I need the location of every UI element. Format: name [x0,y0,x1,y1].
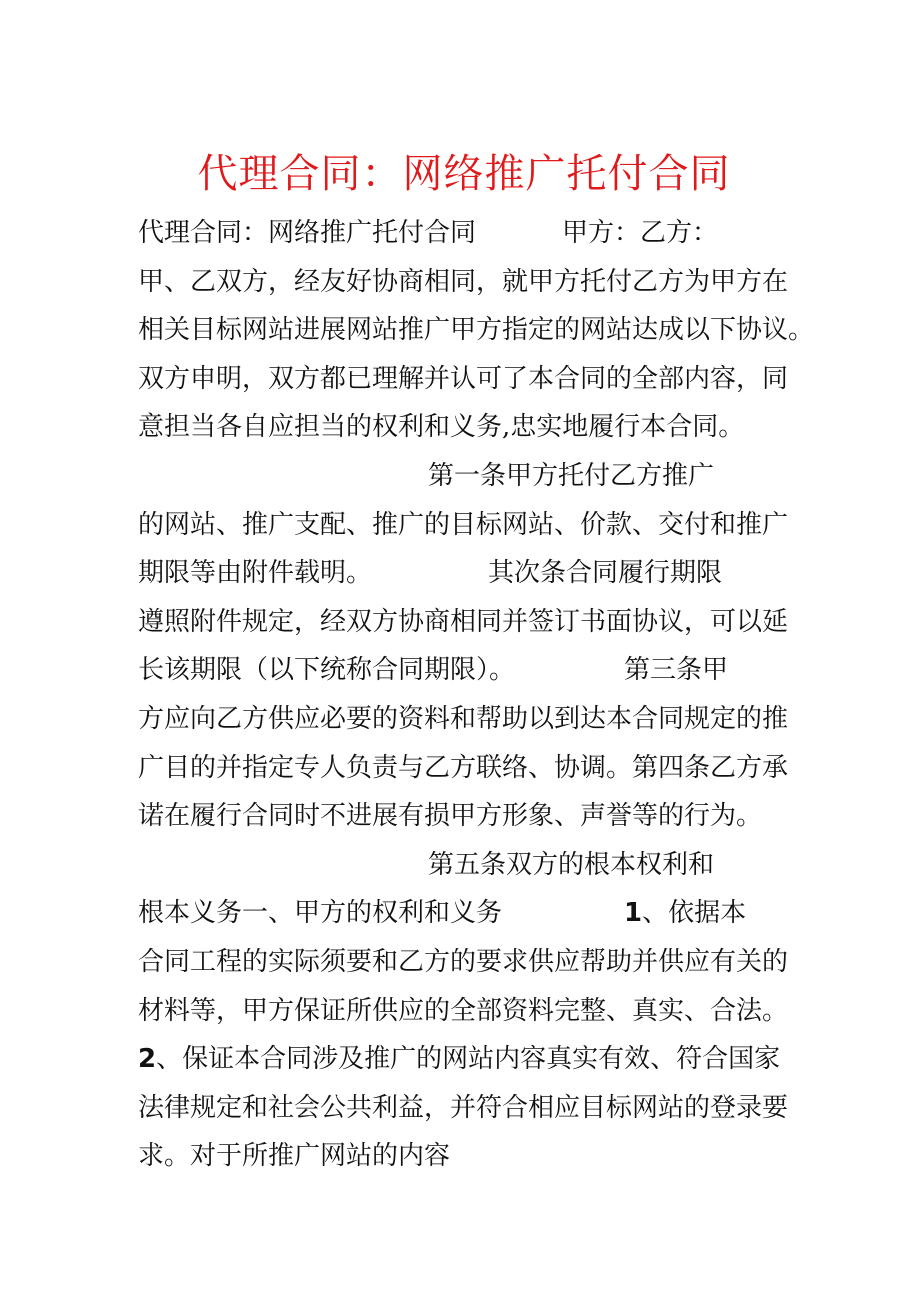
body-line [138,549,818,598]
body-line [138,355,818,404]
body-line [138,209,818,258]
line-text: 诺在履行合同时不进展有损甲方形象、声誉等的行为。 [138,801,763,832]
clause-text: 、依据本 [642,898,747,929]
line-text: 双方申明，双方都已理解并认可了本合同的全部内容，同 [138,363,789,394]
body-line [138,258,818,307]
line-text: 法律规定和社会公共利益，并符合相应目标网站的登录要 [138,1092,789,1123]
line-text: 代理合同：网络推广托付合同 [138,218,477,248]
line-text: 合同工程的实际须要和乙方的要求供应帮助并供应有关的 [138,946,789,977]
clause-number: 2 [138,1044,157,1075]
body-line [138,841,818,890]
article-heading: 其次条合同履行期限 [488,558,723,589]
body-line [138,598,818,647]
body-line [138,987,818,1036]
article-heading: 第三条甲 [624,655,729,686]
line-text: 遵照附件规定，经双方协商相同并签订书面协议，可以延 [138,606,789,637]
body-line [138,646,818,695]
body-line [138,452,818,501]
line-text: 意担当各自应担当的权利和义务,忠实地履行本合同。 [138,412,745,443]
clause-number: 1 [624,898,643,929]
article-heading: 第五条双方的根本权利和 [428,849,715,880]
line-text-right: 甲方：乙方： [562,218,719,248]
body-line [138,1132,818,1181]
clause-item [624,889,746,938]
line-text: 广目的并指定专人负责与乙方联络、协调。第四条乙方承 [138,752,789,783]
body-line [138,1084,818,1133]
body-line [138,744,818,793]
line-text: 的网站、推广支配、推广的目标网站、价款、交付和推广 [138,509,789,540]
clause-item [138,1035,780,1084]
clause-text: 、保证本合同涉及推广的网站内容真实有效、符合国家 [156,1044,781,1075]
body-line [138,306,818,355]
line-text: 相关目标网站进展网站推广甲方指定的网站达成以下协议。 [138,315,815,346]
document-title: 代理合同：网络推广托付合同 [197,151,731,197]
line-text: 方应向乙方供应必要的资料和帮助以到达本合同规定的推 [138,703,789,734]
article-heading: 第一条甲方托付乙方推广 [428,460,715,491]
line-text: 求。对于所推广网站的内容 [138,1141,451,1172]
body-line [138,889,818,938]
body-line [138,695,818,744]
line-text: 根本义务一、甲方的权利和义务 [138,898,503,929]
document-body [138,209,818,1181]
body-line [138,501,818,550]
body-line [138,938,818,987]
line-text: 甲、乙双方，经友好协商相同，就甲方托付乙方为甲方在 [138,266,789,297]
line-text: 期限等由附件载明。 [138,558,373,589]
line-text: 长该期限（以下统称合同期限）。 [138,655,516,686]
body-line [138,792,818,841]
body-line [138,403,818,452]
body-line [138,1035,818,1084]
line-text: 材料等，甲方保证所供应的全部资料完整、真实、合法。 [138,995,789,1026]
